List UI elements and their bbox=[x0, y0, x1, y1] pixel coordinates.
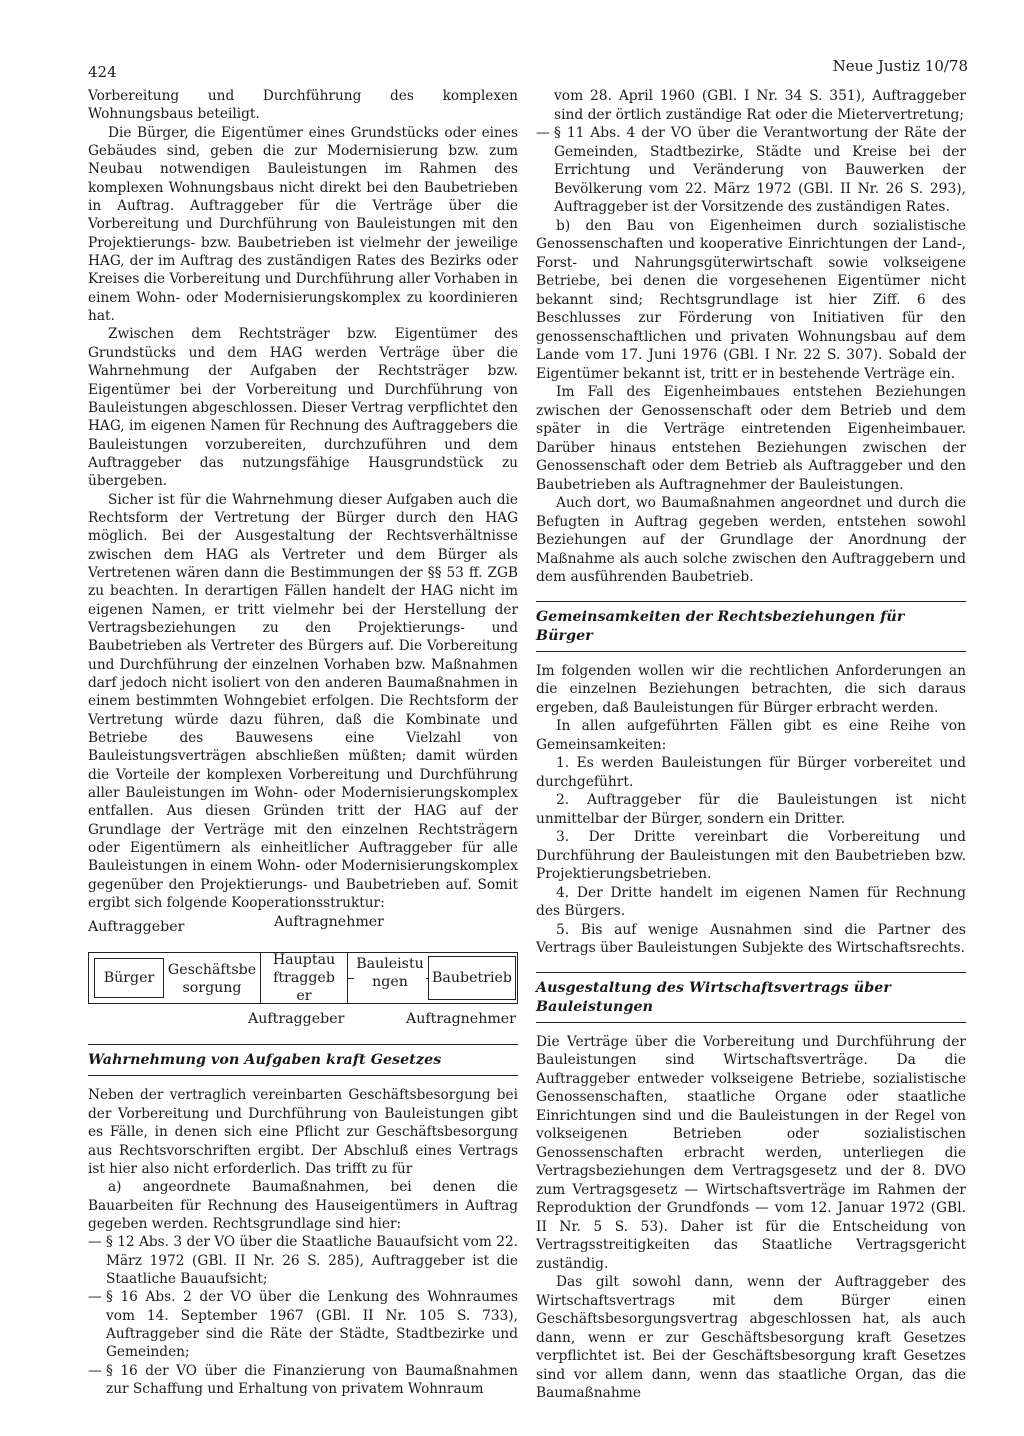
list-item bbox=[536, 124, 966, 217]
numbered-item: 5. Bis auf wenige Ausnahmen sind die Partner des Vertrags über Bauleistungen Subjekte des Wirtschaftsrechts. bbox=[536, 921, 966, 956]
paragraph: Das gilt sowohl dann, wenn der Auftraggeber des Wirtschaftsvertrags mit dem Bürger einen Geschäftsbesorgungsvertrag abgeschlossen hat, als auch dann, wenn er zur Geschäftsbesorgung kraft Gesetzes verpflichtet ist. Bei der Geschäftsbesorgung kraft Gesetzes sind vor allem dann, wenn das staatliche Organ, das die Baumaßnahme bbox=[536, 1274, 966, 1401]
section-rule bbox=[536, 601, 966, 602]
paragraph: Neben der vertraglich vereinbarten Geschäftsbesorgung bei der Vorbereitung und Durchführung von Bauleistungen gibt es Fälle, in denen sich eine Pflicht zur Geschäftsbesorgung aus Rechtsvorschriften ergibt. Der Abschluß eines Vertrags ist hier also nicht erforderlich. Das trifft zu für bbox=[88, 1087, 518, 1177]
paragraph: b) den Bau von Eigenheimen durch sozialistische Genossenschaften und kooperative Einrichtungen der Land-, Forst- und Nahrungsgüterwirtschaft sowie volkseigene Betriebe, bei denen die vorgesehenen Eigentümer nicht bekannt sind; Rechtsgrundlage ist hier Ziff. 6 des Beschlusses zur Förderung von Initiativen für den genossenschaftlichen und privaten Wohnungsbau auf dem Lande vom 17. Juni 1976 (GBl. I Nr. 22 S. 307). Sobald der Eigentümer bekannt ist, tritt er in bestehende Verträge ein. bbox=[536, 217, 966, 382]
paragraph: Sicher ist für die Wahrnehmung dieser Aufgaben auch die Rechtsform der Vertretung der Bürger durch den HAG möglich. Bei der Ausgestaltung der Rechtsverhältnisse zwischen dem HAG als Vertreter und dem Bürger als Vertretenen wären dann die Bestimmungen der §§ 53 ff. ZGB zu beachten. In derartigen Fällen handelt der HAG nicht im eigenen Namen, er tritt vielmehr bei der Herstellung der Vertragsbeziehungen zu den Projektierungs- und Baubetrieben als Vertreter des Bürgers auf. Die Vorbereitung und Durchführung der einzelnen Vorhaben bzw. Maßnahmen darf jedoch nicht isoliert von den anderen Baumaßnahmen in einem bestimmten Wohngebiet erfolgen. Die Rechtsform der Vertretung würde dazu führen, daß die Kombinate und Betriebe des Bauwesens eine Vielzahl von Bauleistungsverträgen abschließen müßten; damit würden die Vorteile der komplexen Vorbereitung und Durchführung aller Bauleistungen im Wohn- oder Modernisierungskomplex entfallen. Aus diesen Gründen tritt der HAG auf der Grundlage der Verträge mit den einzelnen Rechtsträgern oder Eigentümern als einheitlicher Auftraggeber für alle Bauleistungen in einem Wohn- oder Modernisierungskomplex gegenüber den Projektierungs- und Baubetrieben auf. Somit ergibt sich folgende Kooperationsstruktur: bbox=[88, 491, 518, 912]
list-item bbox=[88, 1362, 518, 1399]
diagram-label-auftraggeber-bottom: Auftraggeber bbox=[248, 1011, 345, 1028]
diagram-box-buerger bbox=[94, 958, 164, 998]
list-item-text: § 16 Abs. 2 der VO über die Lenkung des Wohnraumes vom 14. September 1967 (GBl. II Nr. 105 S. 733), Auftraggeber sind die Räte der Städte, Stadtbezirke und Gemeinden; bbox=[106, 1289, 518, 1361]
section-rule bbox=[88, 1075, 518, 1076]
list-item-continued bbox=[536, 87, 966, 124]
page-header bbox=[88, 55, 968, 81]
dash-marker: — bbox=[536, 125, 550, 141]
paragraph: Die Verträge über die Vorbereitung und Durchführung der Bauleistungen sind Wirtschaftsverträge. Da die Auftraggeber entweder volkseigene Betriebe, sozialistische Genossenschaften, staatliche Organe oder staatliche Einrichtungen sind und die Bauleistungen in der Regel von volkseigenen Betrieben oder sozialistischen Genossenschaften erbracht werden, unterliegen die Vertragsbeziehungen dem Vertragsgesetz und der 8. DVO zum Vertragsgesetz — Wirtschaftsverträge im Rahmen der Reproduktion der Grundfonds — vom 12. Januar 1972 (GBl. II Nr. 5 S. 53). Daher ist für die Entscheidung von Vertragsstreitigkeiten das Staatliche Vertragsgericht zuständig. bbox=[536, 1033, 966, 1272]
section-heading-ausgestaltung: Ausgestaltung des Wirtschaftsvertrags über Bauleistungen bbox=[536, 979, 891, 1015]
diagram-text-bauleistungen: Bauleistungen bbox=[354, 955, 426, 991]
section-rule bbox=[536, 1022, 966, 1023]
right-column bbox=[536, 87, 966, 1403]
list-item-text: vom 28. April 1960 (GBl. I Nr. 34 S. 351), Auftraggeber sind der örtlich zuständige Rat oder die Mietervertretung; bbox=[554, 88, 966, 123]
journal-reference: Neue Justiz 10/78 bbox=[832, 57, 968, 75]
left-column bbox=[88, 87, 518, 1398]
section-rule bbox=[536, 651, 966, 652]
list-item-text: § 11 Abs. 4 der VO über die Verantwortung der Räte der Gemeinden, Stadtbezirke, Städte und Kreise bei der Errichtung und Veränderung von Bauwerken der Bevölkerung vom 22. März 1972 (GBl. II Nr. 26 S. 293), Auftraggeber ist der Vorsitzende des zuständigen Rates. bbox=[554, 125, 966, 215]
list-item-text: § 12 Abs. 3 der VO über die Staatliche Bauaufsicht vom 22. März 1972 (GBl. II Nr. 26 S. 285), Auftraggeber ist die Staatliche Bauaufsicht; bbox=[106, 1234, 518, 1287]
paragraph: Die Bürger, die Eigentümer eines Grundstücks oder eines Gebäudes sind, geben die zur Modernisierung bzw. zum Neubau notwendigen Bauleistungen im Rahmen des komplexen Wohnungsbaus nicht direkt bei den Baubetrieben in Auftrag. Auftraggeber für die Verträge über die Vorbereitung und Durchführung von Bauleistungen mit den Projektierungs- bzw. Baubetrieben ist vielmehr der jeweilige HAG, der im Auftrag des zuständigen Rates des Bezirks oder Kreises die Vorbereitung und Durchführung aller Vorhaben in einem Wohn- oder Modernisierungskomplex zu koordinieren hat. bbox=[88, 124, 518, 325]
dash-marker: — bbox=[88, 1289, 102, 1306]
section-heading-wahrnehmung: Wahrnehmung von Aufgaben kraft Gesetzes bbox=[88, 1052, 442, 1069]
diagram-text-geschaeftsbesorgung: Geschäftsbesorgung bbox=[167, 962, 257, 997]
dash-marker: — bbox=[88, 1362, 102, 1379]
paragraph: Auch dort, wo Baumaßnahmen angeordnet und durch die Befugten in Auftrag gegeben werden, entstehen sowohl Beziehungen auf der Grundlage der Anordnung der Maßnahme als auch solche zwischen den Auftraggebern und dem ausführenden Baubetrieb. bbox=[536, 495, 966, 585]
paragraph: Zwischen dem Rechtsträger bzw. Eigentümer des Grundstücks und dem HAG werden Verträge über die Wahrnehmung der Aufgaben der Rechtsträger bzw. Eigentümer bei der Vorbereitung und Durchführung von Bauleistungen abgeschlossen. Dieser Vertrag verpflichtet den HAG, im eigenen Namen für Rechnung des Auftraggebers die Bauleistungen vorzubereiten, durchzuführen und dem Auftraggeber das nutzungsfähige Hausgrundstück zu übergeben. bbox=[88, 326, 518, 490]
diagram-label-auftragnehmer-top: Auftragnehmer bbox=[274, 914, 384, 931]
paragraph: a) angeordnete Baumaßnahmen, bei denen die Bauarbeiten für Rechnung des Hauseigentümers in Auftrag gegeben werden. Rechtsgrundlage sind hier: bbox=[88, 1179, 518, 1232]
diagram-box-baubetrieb bbox=[428, 956, 516, 1000]
numbered-item: 3. Der Dritte vereinbart die Vorbereitung und Durchführung der Bauleistungen mit den Baubetrieben bzw. Projektierungsbetrieben. bbox=[536, 829, 966, 882]
numbered-item: 1. Es werden Bauleistungen für Bürger vorbereitet und durchgeführt. bbox=[536, 755, 966, 790]
section-rule bbox=[88, 1044, 518, 1045]
diagram-label-auftragnehmer-bottom: Auftragnehmer bbox=[406, 1011, 516, 1028]
numbered-item: 4. Der Dritte handelt im eigenen Namen für Rechnung des Bürgers. bbox=[536, 884, 966, 919]
numbered-item: 2. Auftraggeber für die Bauleistungen ist nicht unmittelbar der Bürger, sondern ein Dritter. bbox=[536, 792, 966, 827]
section-rule bbox=[536, 972, 966, 973]
list-item bbox=[88, 1233, 518, 1288]
paragraph: Im folgenden wollen wir die rechtlichen Anforderungen an die einzelnen Beziehungen betrachten, die sich daraus ergeben, daß Bauleistungen für Bürger erbracht werden. bbox=[536, 662, 966, 716]
section-heading-gemeinsamkeiten: Gemeinsamkeiten der Rechtsbeziehungen für Bürger bbox=[536, 608, 905, 644]
diagram-box-hauptauftraggeber bbox=[260, 952, 348, 1004]
list-item bbox=[88, 1288, 518, 1361]
paragraph: Im Fall des Eigenheimbaues entstehen Beziehungen zwischen der Genossenschaft oder dem Betrieb und dem später in die Verträge eintretenden Eigenheimbauer. Darüber hinaus entstehen Beziehungen zwischen der Genossenschaft oder dem Betrieb als Auftraggeber und den Baubetrieben als Auftragnehmer der Bauleistungen. bbox=[536, 384, 966, 493]
dash-marker: — bbox=[88, 1234, 102, 1251]
diagram-box-baubetrieb-label: Baubetrieb bbox=[432, 970, 512, 987]
page-number: 424 bbox=[88, 63, 117, 81]
diagram-box-hauptauftraggeber-label: Hauptauftraggeber bbox=[272, 952, 336, 1005]
diagram-box-buerger-label: Bürger bbox=[103, 970, 155, 987]
cooperation-structure-diagram bbox=[88, 914, 518, 1030]
diagram-label-auftraggeber-top: Auftraggeber bbox=[88, 919, 185, 936]
paragraph: Vorbereitung und Durchführung des komplexen Wohnungsbaus beteiligt. bbox=[88, 88, 518, 123]
list-item-text: § 16 der VO über die Finanzierung von Baumaßnahmen zur Schaffung und Erhaltung von privatem Wohnraum bbox=[106, 1362, 518, 1397]
paragraph: In allen aufgeführten Fällen gibt es eine Reihe von Gemeinsamkeiten: bbox=[536, 718, 966, 753]
